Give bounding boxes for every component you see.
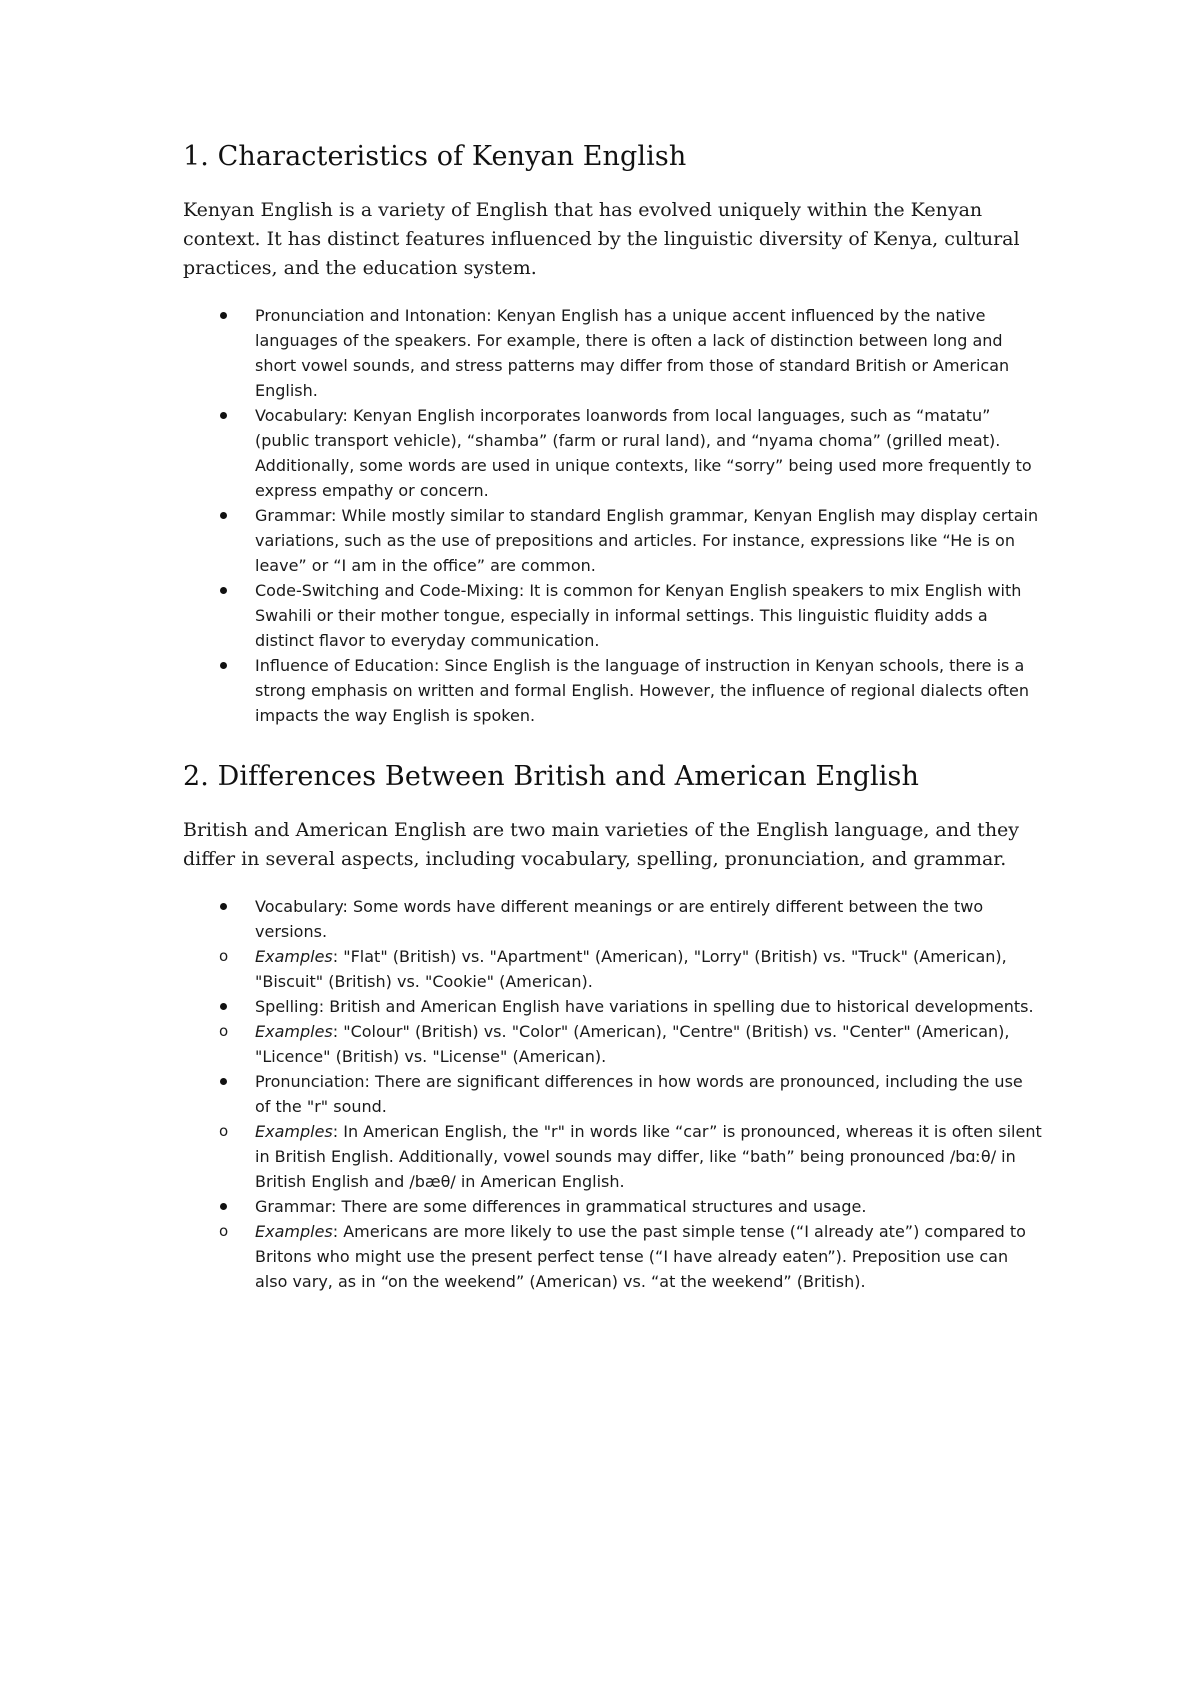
bullet-text: Vocabulary: Some words have different meanings or are entirely different between the two versions. <box>255 897 984 941</box>
circle-bullet-icon: o <box>219 1222 229 1240</box>
examples-label: Examples <box>255 1122 333 1141</box>
list-item <box>183 403 1043 503</box>
example-text: : In American English, the "r" in words like “car” is pronounced, whereas it is often silent in British English. Additionally, vowel sounds may differ, like “bath” being pronounced /bɑːθ/ in British English and /bæθ/ in American English. <box>255 1122 1042 1191</box>
bullet-text: Grammar: While mostly similar to standard English grammar, Kenyan English may display certain variations, such as the use of prepositions and articles. For instance, expressions like “He is on leave” or “I am in the office” are common. <box>255 506 1039 575</box>
bullet-text: Pronunciation: There are significant differences in how words are pronounced, including the use of the "r" sound. <box>255 1072 1023 1116</box>
section-2-heading: 2. Differences Between British and American English <box>183 761 919 792</box>
example-text: : "Colour" (British) vs. "Color" (American), "Centre" (British) vs. "Center" (American), "Licence" (British) vs. "License" (American). <box>255 1022 1010 1066</box>
bullet-icon <box>220 512 227 519</box>
document-body <box>183 140 1043 1294</box>
sub-list-item <box>183 1219 1043 1294</box>
list-item <box>183 1194 1043 1219</box>
list-item-sub <box>183 1219 1043 1294</box>
bullet-text: Influence of Education: Since English is the language of instruction in Kenyan schools, there is a strong emphasis on written and formal English. However, the influence of regional dialects often impacts the way English is spoken. <box>255 656 1029 725</box>
circle-bullet-icon: o <box>219 1022 229 1040</box>
bullet-text: Code-Switching and Code-Mixing: It is common for Kenyan English speakers to mix English with Swahili or their mother tongue, especially in informal settings. This linguistic fluidity adds a distinct flavor to everyday communication. <box>255 581 1022 650</box>
bullet-icon <box>220 412 227 419</box>
bullet-icon <box>220 1003 227 1010</box>
circle-bullet-icon: o <box>219 1122 229 1140</box>
list-item <box>183 303 1043 403</box>
sub-list-item <box>183 1119 1043 1194</box>
list-item <box>183 994 1043 1069</box>
bullet-icon <box>220 1078 227 1085</box>
bullet-icon <box>220 1203 227 1210</box>
section-1-intro: Kenyan English is a variety of English that has evolved uniquely within the Kenyan context. It has distinct features influenced by the linguistic diversity of Kenya, cultural practices, and the education system. <box>183 199 1020 279</box>
examples-label: Examples <box>255 1222 333 1241</box>
sub-list <box>183 1219 1043 1294</box>
sub-list <box>183 1019 1043 1069</box>
sub-list <box>183 944 1043 994</box>
examples-label: Examples <box>255 947 333 966</box>
section-2-bullet-list <box>183 894 1043 1294</box>
example-text: : "Flat" (British) vs. "Apartment" (American), "Lorry" (British) vs. "Truck" (American), "Biscuit" (British) vs. "Cookie" (American). <box>255 947 1007 991</box>
list-item <box>183 653 1043 728</box>
section-2 <box>183 760 1043 1294</box>
bullet-icon <box>220 312 227 319</box>
sub-list <box>183 1119 1043 1194</box>
bullet-icon <box>220 903 227 910</box>
list-item-sub <box>183 1119 1043 1194</box>
bullet-text: Vocabulary: Kenyan English incorporates loanwords from local languages, such as “matatu” (public transport vehicle), “shamba” (farm or rural land), and “nyama choma” (grilled meat). Additionally, some words are used in unique contexts, like “sorry” being used more frequently to express empathy or concern. <box>255 406 1032 500</box>
sub-list-item <box>183 1019 1043 1069</box>
list-item <box>183 578 1043 653</box>
bullet-icon <box>220 662 227 669</box>
bullet-icon <box>220 587 227 594</box>
bullet-text: Spelling: British and American English have variations in spelling due to historical developments. <box>255 997 1034 1016</box>
list-item <box>183 503 1043 578</box>
list-item <box>183 894 1043 944</box>
bullet-text: Pronunciation and Intonation: Kenyan English has a unique accent influenced by the native languages of the speakers. For example, there is often a lack of distinction between long and short vowel sounds, and stress patterns may differ from those of standard British or American English. <box>255 306 1010 400</box>
section-1-bullet-list <box>183 303 1043 728</box>
sub-list-item <box>183 944 1043 994</box>
bullet-text: Grammar: There are some differences in grammatical structures and usage. <box>255 1197 867 1216</box>
examples-label: Examples <box>255 1022 333 1041</box>
list-item-sub <box>183 944 1043 994</box>
circle-bullet-icon: o <box>219 947 229 965</box>
section-2-intro: British and American English are two main varieties of the English language, and they differ in several aspects, including vocabulary, spelling, pronunciation, and grammar. <box>183 819 1020 870</box>
section-1-heading: 1. Characteristics of Kenyan English <box>183 141 687 172</box>
list-item <box>183 1069 1043 1119</box>
example-text: : Americans are more likely to use the past simple tense (“I already ate”) compared to Britons who might use the present perfect tense (“I have already eaten”). Preposition use can also vary, as in “on the weekend” (American) vs. “at the weekend” (British). <box>255 1222 1026 1291</box>
